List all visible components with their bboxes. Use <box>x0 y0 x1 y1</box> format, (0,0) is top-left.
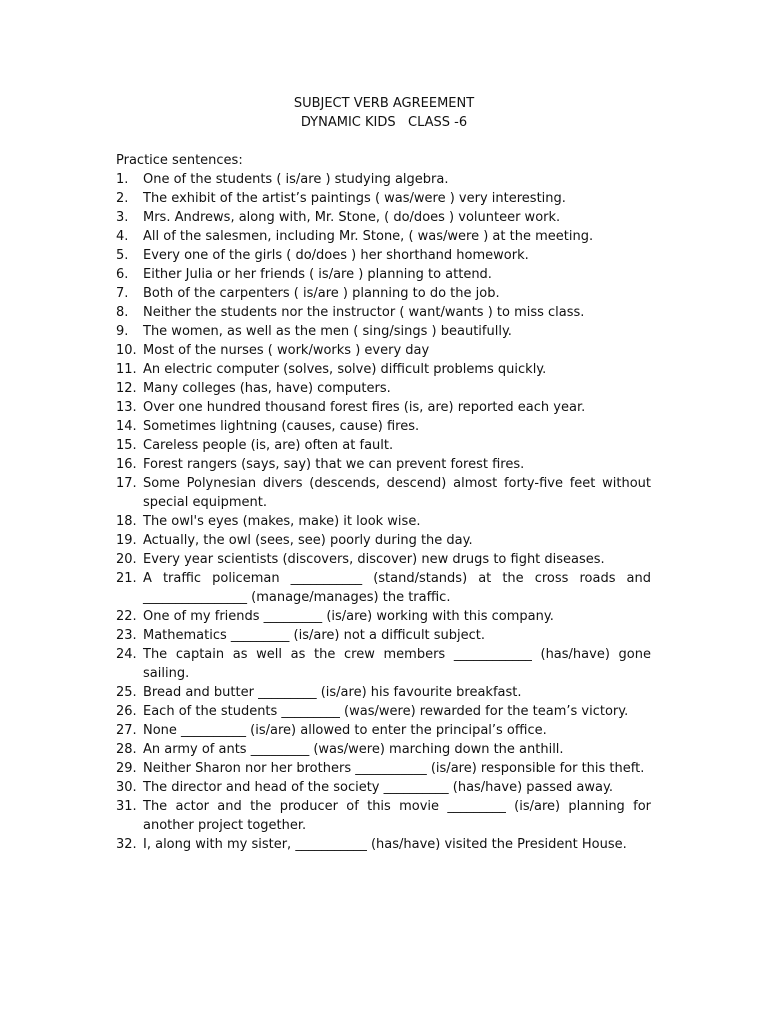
list-item <box>116 227 651 246</box>
list-item-number: 32. <box>116 837 137 852</box>
list-item-number: 1. <box>116 172 129 187</box>
list-item-text: Sometimes lightning (causes, cause) fires. <box>143 419 420 434</box>
list-item-number: 2. <box>116 191 129 206</box>
list-item-number: 28. <box>116 742 137 757</box>
list-item-text: Some Polynesian divers (descends, descend) almost forty-five feet without special equipment. <box>143 476 651 510</box>
list-item <box>116 379 651 398</box>
list-item-text: Every year scientists (discovers, discover) new drugs to fight diseases. <box>143 552 605 567</box>
list-item-text: Every one of the girls ( do/does ) her shorthand homework. <box>143 248 529 263</box>
list-item-text: One of the students ( is/are ) studying algebra. <box>143 172 449 187</box>
list-item-number: 26. <box>116 704 137 719</box>
list-item <box>116 436 651 455</box>
list-item <box>116 417 651 436</box>
list-item <box>116 474 651 512</box>
list-item-text: I, along with my sister, ___________ (has/have) visited the President House. <box>143 837 627 852</box>
list-item-number: 21. <box>116 571 137 586</box>
list-item <box>116 170 651 189</box>
list-item-number: 19. <box>116 533 137 548</box>
list-item <box>116 626 651 645</box>
list-item-text: Mathematics _________ (is/are) not a difficult subject. <box>143 628 486 643</box>
list-item-number: 23. <box>116 628 137 643</box>
document-title: SUBJECT VERB AGREEMENT <box>293 96 475 111</box>
list-item-text: Neither the students nor the instructor ( want/wants ) to miss class. <box>143 305 585 320</box>
list-item-text: Actually, the owl (sees, see) poorly during the day. <box>143 533 473 548</box>
list-item-number: 14. <box>116 419 137 434</box>
document-subtitle: DYNAMIC KIDS CLASS -6 <box>300 115 468 130</box>
list-item-text: An army of ants _________ (was/were) marching down the anthill. <box>143 742 564 757</box>
list-item-text: Many colleges (has, have) computers. <box>143 381 391 396</box>
list-item <box>116 322 651 341</box>
list-item-number: 12. <box>116 381 137 396</box>
list-item-text: Each of the students _________ (was/were) rewarded for the team’s victory. <box>143 704 629 719</box>
list-item-number: 17. <box>116 476 137 491</box>
list-item-number: 31. <box>116 799 137 814</box>
list-item <box>116 360 651 379</box>
list-item-text: Careless people (is, are) often at fault. <box>143 438 394 453</box>
list-item-text: Forest rangers (says, say) that we can prevent forest fires. <box>143 457 525 472</box>
list-item-text: The captain as well as the crew members ____________ (has/have) gone sailing. <box>143 647 651 681</box>
list-item <box>116 246 651 265</box>
list-item <box>116 303 651 322</box>
list-item <box>116 208 651 227</box>
list-item <box>116 721 651 740</box>
list-item-number: 3. <box>116 210 129 225</box>
list-item <box>116 265 651 284</box>
list-item-text: The owl's eyes (makes, make) it look wise. <box>143 514 421 529</box>
list-item-text: Both of the carpenters ( is/are ) planning to do the job. <box>143 286 500 301</box>
list-item-text: A traffic policeman ___________ (stand/stands) at the cross roads and ________________ (manage/manages) the traffic. <box>143 571 651 605</box>
list-item-number: 9. <box>116 324 129 339</box>
list-item <box>116 550 651 569</box>
list-item <box>116 778 651 797</box>
list-item <box>116 740 651 759</box>
list-item <box>116 398 651 417</box>
list-item-number: 18. <box>116 514 137 529</box>
list-item-number: 4. <box>116 229 129 244</box>
list-item-number: 13. <box>116 400 137 415</box>
list-item-text: The exhibit of the artist’s paintings ( was/were ) very interesting. <box>143 191 566 206</box>
list-item-text: The women, as well as the men ( sing/sings ) beautifully. <box>143 324 512 339</box>
list-item-number: 22. <box>116 609 137 624</box>
list-item-text: One of my friends _________ (is/are) working with this company. <box>143 609 554 624</box>
list-item <box>116 569 651 607</box>
list-item <box>116 607 651 626</box>
list-item-number: 7. <box>116 286 129 301</box>
list-item-number: 6. <box>116 267 129 282</box>
list-item-text: None __________ (is/are) allowed to enter the principal’s office. <box>143 723 547 738</box>
list-item <box>116 797 651 835</box>
list-item <box>116 531 651 550</box>
list-item-number: 5. <box>116 248 129 263</box>
section-intro: Practice sentences: <box>116 153 243 168</box>
list-item <box>116 284 651 303</box>
list-item <box>116 645 651 683</box>
list-item-text: Mrs. Andrews, along with, Mr. Stone, ( do/does ) volunteer work. <box>143 210 561 225</box>
list-item <box>116 189 651 208</box>
list-item-text: Bread and butter _________ (is/are) his favourite breakfast. <box>143 685 522 700</box>
list-item-number: 30. <box>116 780 137 795</box>
list-item <box>116 835 651 854</box>
list-item-text: Over one hundred thousand forest fires (is, are) reported each year. <box>143 400 586 415</box>
list-item-text: The director and head of the society __________ (has/have) passed away. <box>143 780 613 795</box>
list-item-number: 15. <box>116 438 137 453</box>
list-item-number: 29. <box>116 761 137 776</box>
list-item-number: 24. <box>116 647 137 662</box>
list-item-text: Either Julia or her friends ( is/are ) planning to attend. <box>143 267 492 282</box>
list-item <box>116 341 651 360</box>
list-item-number: 16. <box>116 457 137 472</box>
list-item-text: Most of the nurses ( work/works ) every day <box>143 343 430 358</box>
list-item-text: All of the salesmen, including Mr. Stone, ( was/were ) at the meeting. <box>143 229 594 244</box>
list-item-number: 8. <box>116 305 129 320</box>
list-item-number: 27. <box>116 723 137 738</box>
list-item-text: Neither Sharon nor her brothers ___________ (is/are) responsible for this theft. <box>143 761 645 776</box>
list-item <box>116 683 651 702</box>
list-item-number: 11. <box>116 362 137 377</box>
sentence-list <box>116 170 651 854</box>
list-item-number: 25. <box>116 685 137 700</box>
list-item-number: 10. <box>116 343 137 358</box>
list-item-text: The actor and the producer of this movie _________ (is/are) planning for another project together. <box>143 799 651 833</box>
list-item-text: An electric computer (solves, solve) difficult problems quickly. <box>143 362 547 377</box>
list-item-number: 20. <box>116 552 137 567</box>
list-item <box>116 759 651 778</box>
list-item <box>116 702 651 721</box>
list-item <box>116 512 651 531</box>
list-item <box>116 455 651 474</box>
